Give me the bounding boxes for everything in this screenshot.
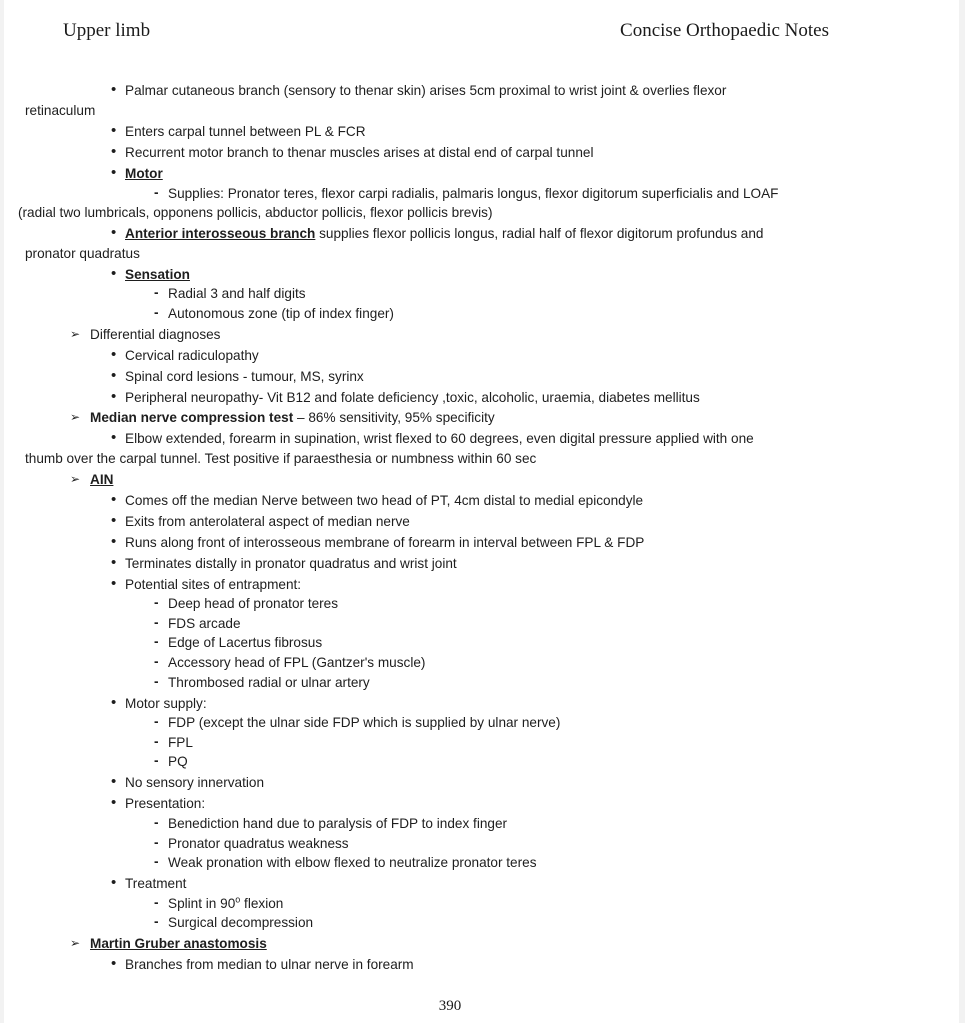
bullet-icon: •: [111, 532, 117, 550]
arrow-bullet-icon: ➢: [70, 471, 81, 486]
list-item-continuation: pronator quadratus: [25, 245, 140, 261]
bullet-icon: •: [111, 490, 117, 508]
section-heading-differential: ➢ Differential diagnoses: [4, 325, 959, 345]
list-item: • Cervical radiculopathy: [111, 345, 259, 363]
list-item: • Recurrent motor branch to thenar muscles arises at distal end of carpal tunnel: [111, 142, 594, 160]
list-item: • Presentation:: [111, 794, 206, 812]
sub-list-item: - Accessory head of FPL (Gantzer's muscle): [154, 654, 426, 671]
bullet-icon: •: [111, 142, 117, 160]
bullet-icon: •: [111, 163, 117, 181]
list-item: • Motor supply:: [111, 693, 207, 711]
bullet-icon: •: [111, 874, 117, 892]
list-item-heading-motor: • Motor: [111, 163, 163, 181]
list-item: • Exits from anterolateral aspect of median nerve: [111, 511, 410, 529]
dash-icon: -: [154, 595, 159, 611]
dash-icon: -: [154, 733, 159, 749]
sub-list-item: - Pronator quadratus weakness: [154, 834, 349, 851]
sub-list-item: - Benediction hand due to paralysis of FDP to index finger: [154, 814, 508, 831]
list-item: • No sensory innervation: [111, 773, 265, 791]
running-header: [63, 20, 829, 42]
list-item: • Potential sites of entrapment:: [111, 574, 302, 592]
bullet-icon: •: [111, 553, 117, 571]
section-heading-ain: ➢ AIN: [4, 470, 959, 490]
list-item: • Enters carpal tunnel between PL & FCR: [111, 121, 366, 139]
bullet-icon: •: [111, 794, 117, 812]
bullet-icon: •: [111, 81, 117, 99]
sub-list-item: - FDS arcade: [154, 614, 241, 631]
sub-list-item: - Radial 3 and half digits: [154, 285, 306, 302]
sub-list-item-continuation: (radial two lumbricals, opponens pollicis, abductor pollicis, flexor pollicis brevis): [18, 205, 493, 221]
bullet-icon: •: [111, 387, 117, 405]
page-content: [4, 80, 959, 975]
degree-symbol: o: [235, 894, 241, 905]
dash-icon: -: [154, 634, 159, 650]
document-page: [4, 0, 959, 1023]
dash-icon: -: [154, 285, 159, 301]
bullet-icon: •: [111, 345, 117, 363]
list-item: • Comes off the median Nerve between two head of PT, 4cm distal to medial epicondyle: [111, 490, 644, 508]
list-item: • Anterior interosseous branch supplies flexor pollicis longus, radial half of flexor digitorum profundus and: [111, 224, 764, 242]
list-item: • Branches from median to ulnar nerve in forearm: [111, 955, 414, 973]
sub-list-item: - Deep head of pronator teres: [154, 595, 339, 612]
list-item: • Palmar cutaneous branch (sensory to thenar skin) arises 5cm proximal to wrist joint & overlies flexor: [111, 81, 727, 99]
sub-list-item: - FPL: [154, 733, 193, 750]
list-item: • Runs along front of interosseous membrane of forearm in interval between FPL & FDP: [111, 532, 645, 550]
list-item: • Treatment: [111, 874, 187, 892]
sub-list-item: - PQ: [154, 753, 188, 770]
bullet-icon: •: [111, 366, 117, 384]
sub-list-item: - Weak pronation with elbow flexed to neutralize pronator teres: [154, 854, 537, 871]
dash-icon: -: [154, 714, 159, 730]
dash-icon: -: [154, 854, 159, 870]
list-item: • Spinal cord lesions - tumour, MS, syrinx: [111, 366, 364, 384]
bullet-icon: •: [111, 429, 117, 447]
dash-icon: -: [154, 914, 159, 930]
dash-icon: -: [154, 834, 159, 850]
header-section-title: Upper limb: [63, 20, 151, 41]
dash-icon: -: [154, 814, 159, 830]
list-item: • Peripheral neuropathy- Vit B12 and folate deficiency ,toxic, alcoholic, uraemia, diabetes mellitus: [111, 387, 700, 405]
sub-list-item: - FDP (except the ulnar side FDP which is supplied by ulnar nerve): [154, 714, 561, 731]
header-book-title: Concise Orthopaedic Notes: [620, 20, 829, 41]
dash-icon: -: [154, 304, 159, 320]
bullet-icon: •: [111, 511, 117, 529]
dash-icon: -: [154, 614, 159, 630]
sub-list-item: - Thrombosed radial or ulnar artery: [154, 673, 370, 690]
bullet-icon: •: [111, 224, 117, 242]
dash-icon: -: [154, 184, 159, 200]
sub-list-item: - Autonomous zone (tip of index finger): [154, 304, 394, 321]
bullet-icon: •: [111, 955, 117, 973]
dash-icon: -: [154, 894, 159, 910]
dash-icon: -: [154, 673, 159, 689]
list-item-heading-sensation: • Sensation: [111, 264, 190, 282]
sub-list-item: - Surgical decompression: [154, 914, 314, 931]
bullet-icon: •: [111, 693, 117, 711]
arrow-bullet-icon: ➢: [70, 410, 81, 425]
dash-icon: -: [154, 654, 159, 670]
sub-list-item: - Supplies: Pronator teres, flexor carpi radialis, palmaris longus, flexor digitorum superficialis and LOAF: [154, 184, 779, 201]
list-item: • Elbow extended, forearm in supination, wrist flexed to 60 degrees, even digital pressure applied with one: [111, 429, 754, 447]
list-item: • Terminates distally in pronator quadratus and wrist joint: [111, 553, 457, 571]
bullet-icon: •: [111, 264, 117, 282]
bullet-icon: •: [111, 121, 117, 139]
dash-icon: -: [154, 753, 159, 769]
arrow-bullet-icon: ➢: [70, 326, 81, 341]
sub-list-item: - Edge of Lacertus fibrosus: [154, 634, 323, 651]
section-heading-compression-test: ➢ Median nerve compression test – 86% sensitivity, 95% specificity: [4, 408, 959, 428]
section-heading-martin-gruber: ➢ Martin Gruber anastomosis: [4, 934, 959, 954]
page-number: 390: [438, 998, 462, 1014]
bullet-icon: •: [111, 773, 117, 791]
sub-list-item: - Splint in 90$^o$ flexion: [154, 894, 284, 911]
list-item-continuation: thumb over the carpal tunnel. Test positive if paraesthesia or numbness within 60 sec: [25, 450, 537, 466]
arrow-bullet-icon: ➢: [70, 936, 81, 951]
bullet-icon: •: [111, 574, 117, 592]
list-item-continuation: retinaculum: [25, 102, 96, 118]
